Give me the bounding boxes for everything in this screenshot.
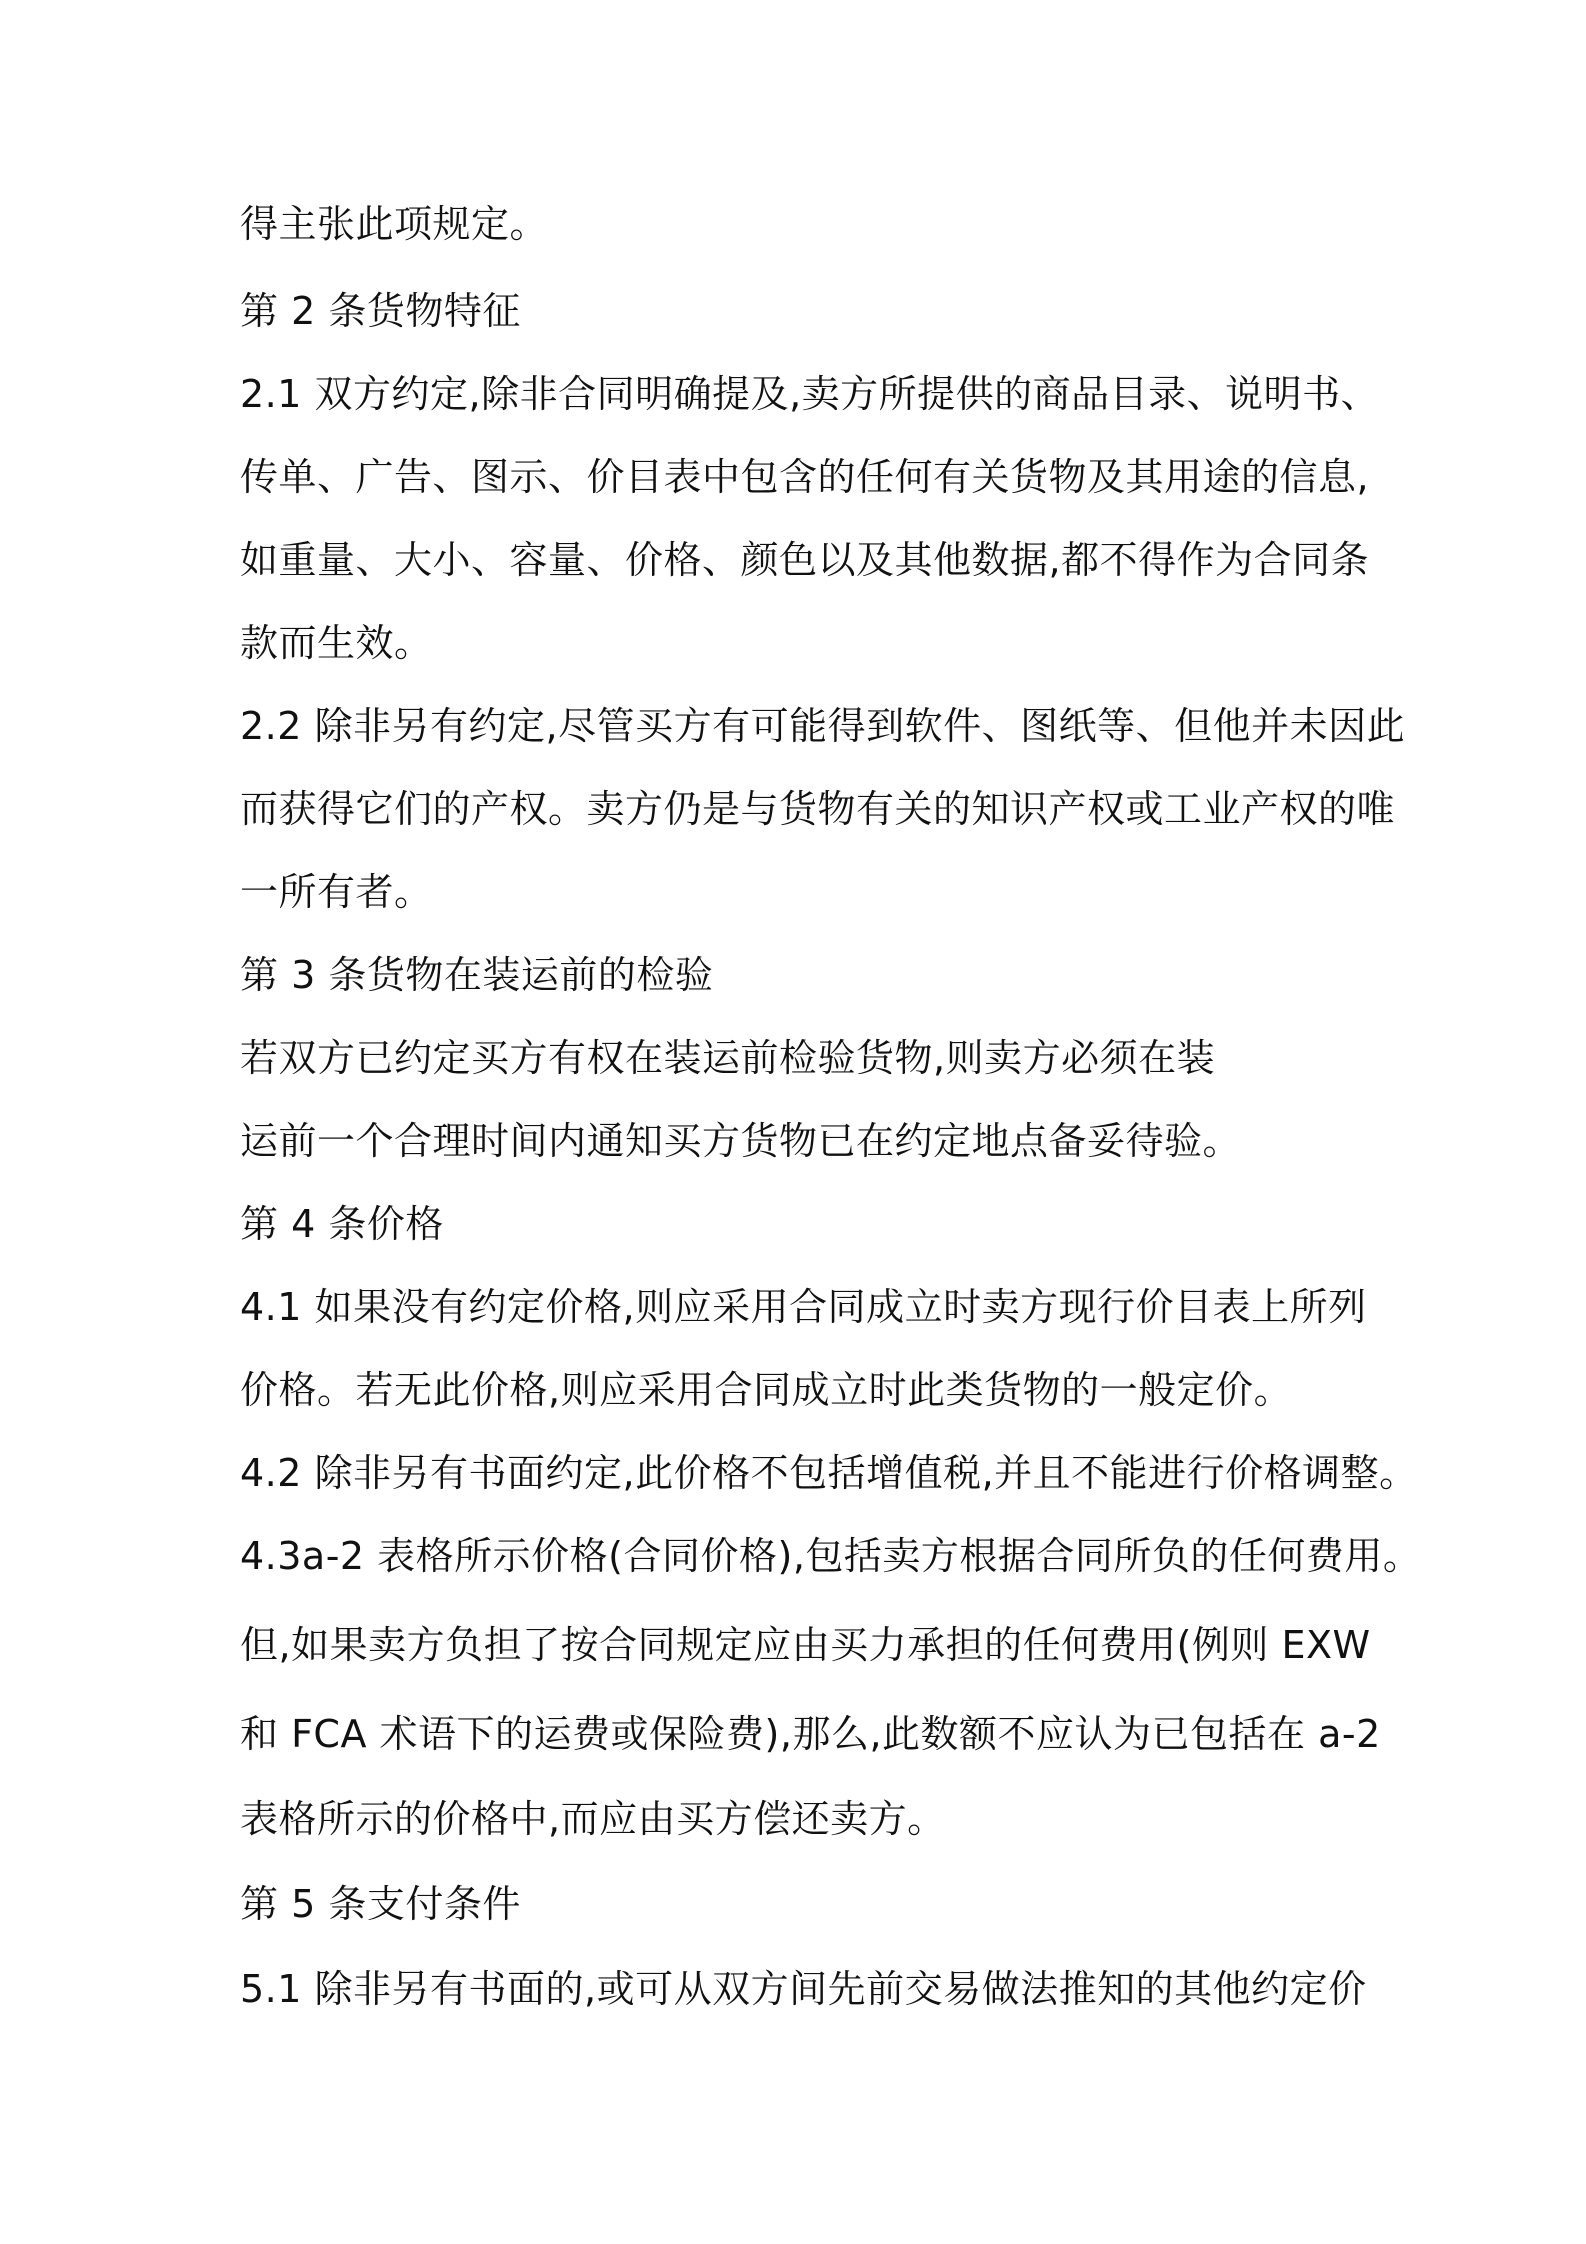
text-line: 但,如果卖方负担了按合同规定应由买力承担的任何费用(例则 EXW [240,1623,1371,1667]
text-line: 一所有者。 [240,870,433,914]
section-heading-article-4: 第 4 条价格 [240,1202,444,1246]
text-line: 2.1 双方约定,除非合同明确提及,卖方所提供的商品目录、说明书、 [240,372,1380,416]
text-line: 如重量、大小、容量、价格、颜色以及其他数据,都不得作为合同条 [240,538,1370,582]
text-line: 款而生效。 [240,621,433,665]
text-line: 价格。若无此价格,则应采用合同成立时此类货物的一般定价。 [240,1368,1293,1412]
text-line: 若双方已约定买方有权在装运前检验货物,则卖方必须在装 [240,1036,1216,1080]
text-line: 2.2 除非另有约定,尽管买方有可能得到软件、图纸等、但他并未因此 [240,704,1406,748]
text-line: 得主张此项规定。 [240,202,549,246]
section-heading-article-5: 第 5 条支付条件 [240,1882,521,1926]
text-line: 传单、广告、图示、价目表中包含的任何有关货物及其用途的信息, [240,455,1370,499]
text-line: 4.1 如果没有约定价格,则应采用合同成立时卖方现行价目表上所列 [240,1285,1367,1329]
text-line: 运前一个合理时间内通知买方货物已在约定地点备妥待验。 [240,1119,1242,1163]
section-heading-article-3: 第 3 条货物在装运前的检验 [240,953,714,997]
text-line: 4.3a-2 表格所示价格(合同价格),包括卖方根据合同所负的任何费用。 [240,1534,1422,1578]
text-line: 而获得它们的产权。卖方仍是与货物有关的知识产权或工业产权的唯 [240,787,1396,831]
text-line: 和 FCA 术语下的运费或保险费),那么,此数额不应认为已包括在 a-2 [240,1712,1381,1756]
text-line: 5.1 除非另有书面的,或可从双方间先前交易做法推知的其他约定价 [240,1967,1367,2011]
text-line: 表格所示的价格中,而应由买方偿还卖方。 [240,1797,946,1841]
section-heading-article-2: 第 2 条货物特征 [240,289,521,333]
text-line: 4.2 除非另有书面约定,此价格不包括增值税,并且不能进行价格调整。 [240,1451,1418,1495]
